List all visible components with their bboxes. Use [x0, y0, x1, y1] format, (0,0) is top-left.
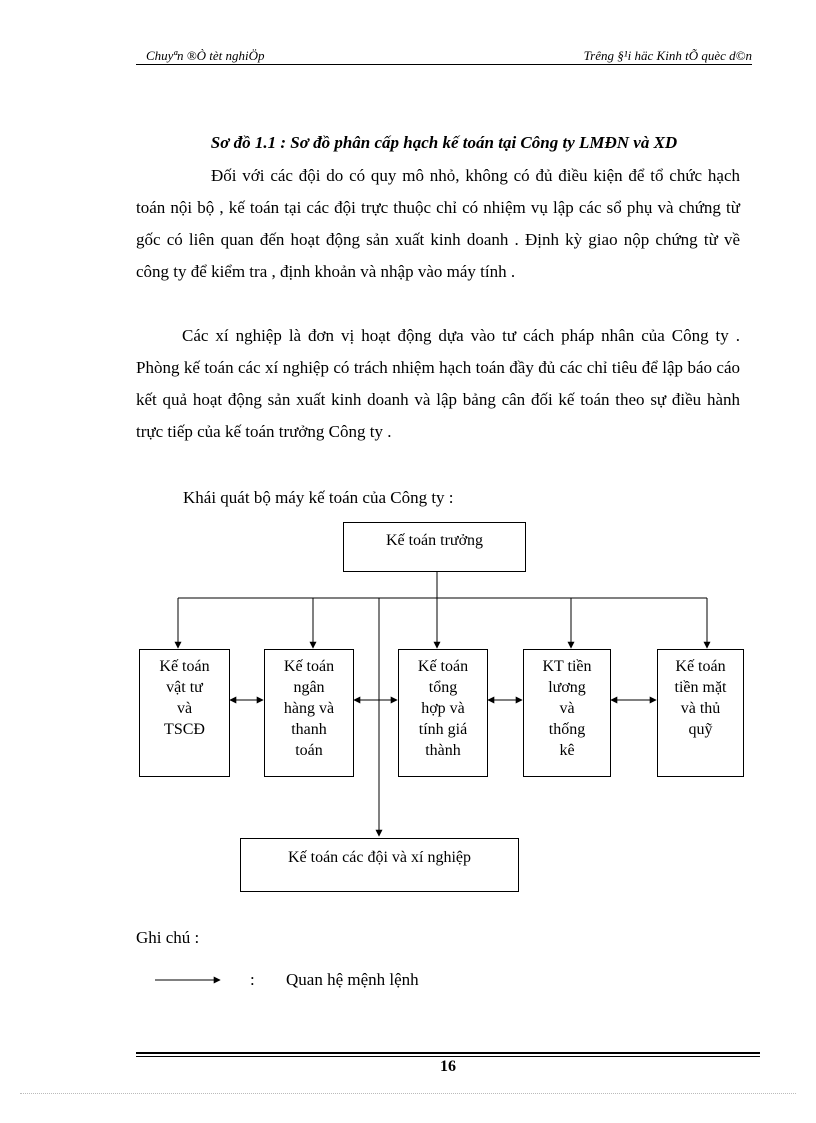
diagram-intro: Khái quát bộ máy kế toán của Công ty : [183, 488, 454, 507]
box-line: thanh [291, 721, 327, 738]
legend-title: Ghi chú : [136, 928, 200, 947]
box-line: thống [548, 721, 586, 738]
box-line: lương [548, 679, 586, 696]
header-right: Trêng §¹i häc Kinh tÕ quèc d©n [583, 48, 752, 63]
box-payroll-statistics [523, 649, 611, 777]
box-line: KT tiền [542, 658, 592, 675]
box-materials-assets [139, 649, 230, 777]
page-number: 16 [440, 1058, 456, 1075]
legend-colon: : [250, 970, 255, 989]
box-general-costing [398, 649, 488, 777]
box-line: tổng [428, 679, 458, 696]
paragraph-2-text: Các xí nghiệp là đơn vị hoạt động dựa vào tư cách pháp nhân của Công ty . Phòng kế toán các xí nghiệp có trách nhiệm hạch toán đầy đủ các chỉ tiêu để lập báo cáo kết quả hoạt động sản xuất kinh doanh và lập bảng cân đối kế toán theo sự điều hành trực tiếp của kế toán trưởng Công ty . [136, 326, 740, 441]
box-line: vật tư [166, 679, 203, 696]
box-bank-payments [264, 649, 354, 777]
box-line: kê [559, 742, 575, 759]
legend-text: Quan hệ mệnh lệnh [286, 970, 419, 989]
box-line: quỹ [688, 721, 713, 738]
box-line: toán [295, 742, 323, 759]
box-units-enterprises [240, 838, 519, 892]
box-line: và thủ [680, 700, 721, 717]
box-line: hợp và [421, 700, 465, 717]
box-line: và [559, 700, 575, 717]
box-chief-accountant [343, 522, 526, 572]
box-line: thành [425, 742, 461, 759]
box-line: Kế toán [675, 658, 726, 675]
box-line: ngân [293, 679, 325, 696]
box-line: tiền mặt [674, 679, 727, 696]
diagram-caption: Sơ đồ 1.1 : Sơ đồ phân cấp hạch kế toán tại Công ty LMĐN và XD [210, 133, 678, 152]
footer-rule [136, 1052, 760, 1054]
header-left: Chuyªn ®Ò tèt nghiÖp [146, 48, 265, 63]
box-units-enterprises-label: Kế toán các đội và xí nghiệp [287, 849, 472, 866]
footer-rule-thin [136, 1056, 760, 1057]
box-cash-treasury [657, 649, 744, 777]
box-line: Kế toán [417, 658, 469, 675]
box-line: hàng và [283, 700, 335, 717]
box-line: và [176, 700, 193, 717]
box-line: Kế toán [283, 658, 335, 675]
box-chief-accountant-label: Kế toán trưởng [385, 532, 484, 549]
paragraph-1-text: Đối với các đội do có quy mô nhỏ, không có đủ điều kiện để tổ chức hạch toán nội bộ , kế toán tại các đội trực thuộc chỉ có nhiệm vụ lập các sổ phụ và chứng từ gốc có liên quan đến hoạt động sản xuất kinh doanh . Định kỳ giao nộp chứng từ về công ty để kiểm tra , định khoản và nhập vào máy tính . [136, 166, 740, 281]
page-edge-dots [20, 1093, 796, 1094]
box-line: tính giá [418, 721, 468, 738]
box-line: Kế toán [159, 658, 210, 675]
box-line: TSCĐ [164, 721, 205, 738]
